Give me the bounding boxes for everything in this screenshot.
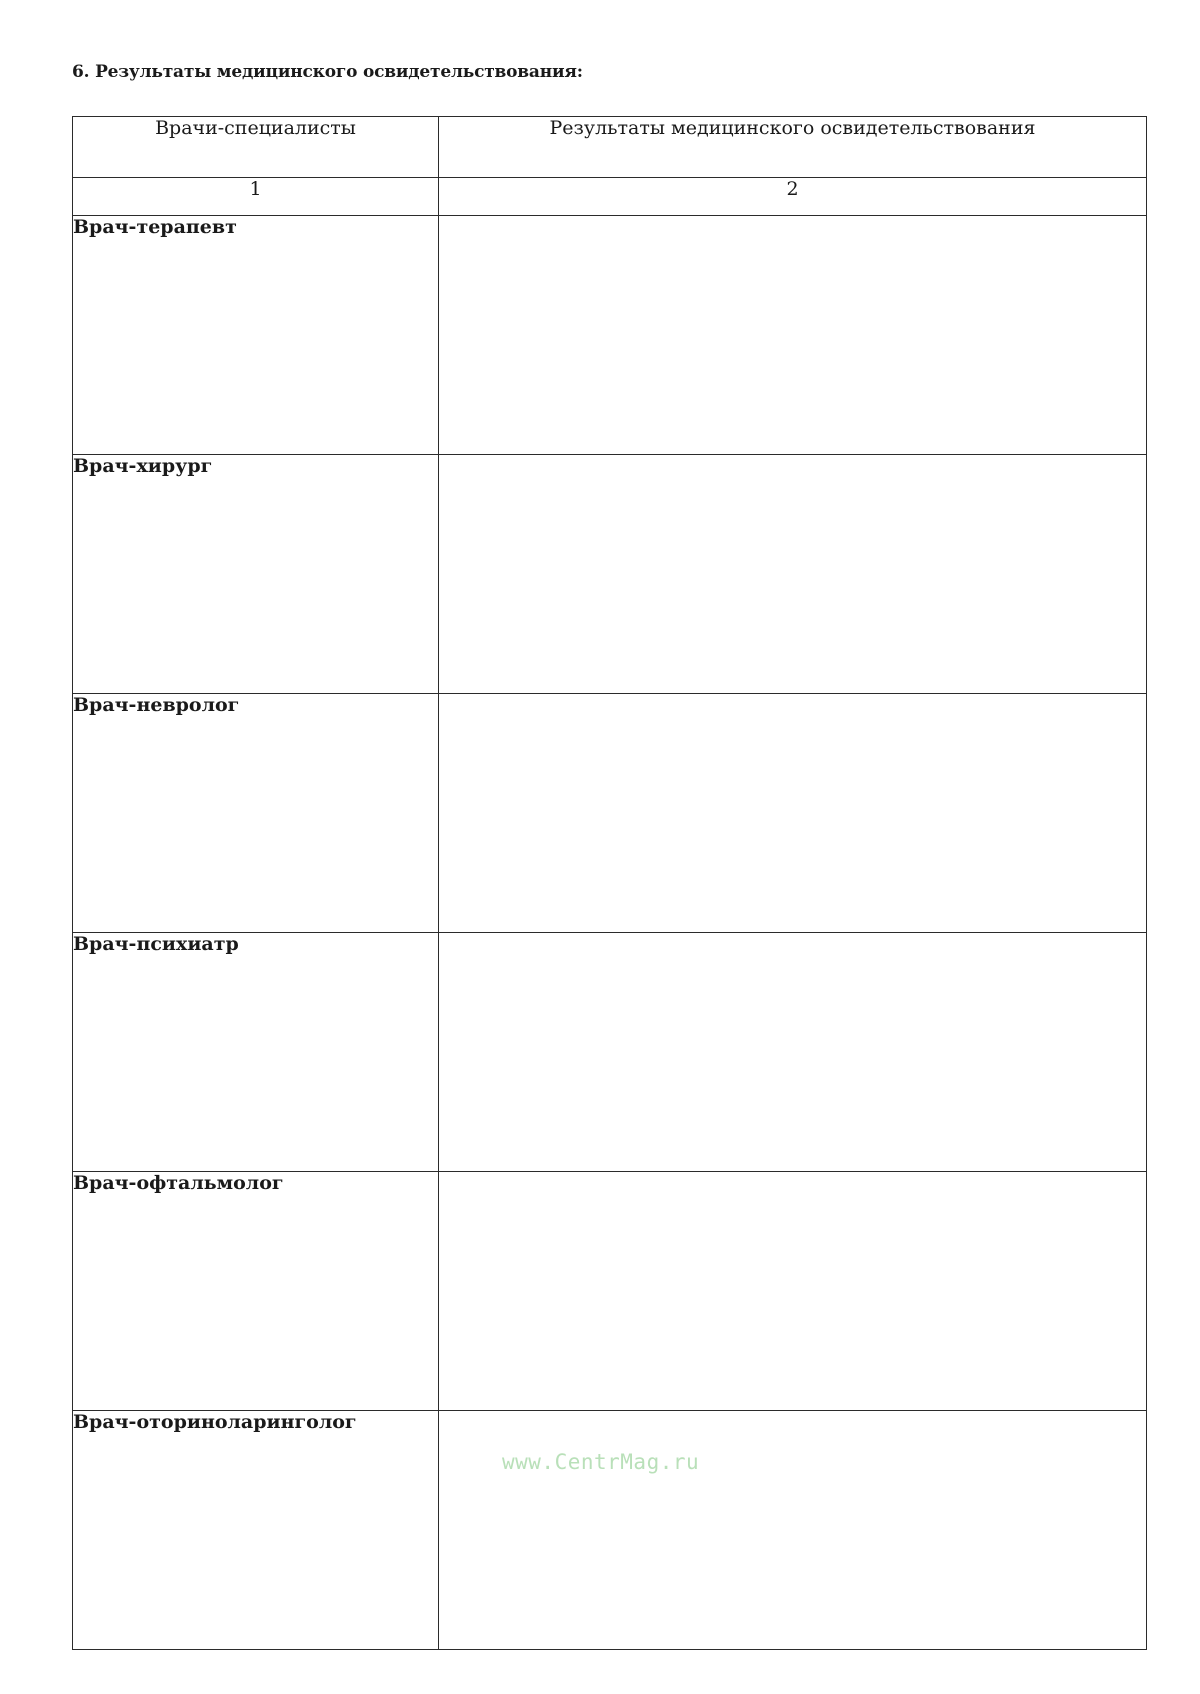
table-row (73, 455, 1147, 694)
header-results: Результаты медицинского освидетельствования (439, 117, 1147, 178)
result-cell[interactable] (439, 1172, 1147, 1411)
table-row (73, 933, 1147, 1172)
specialist-cell: Врач-офтальмолог (73, 1172, 439, 1411)
result-cell[interactable] (439, 933, 1147, 1172)
header-row (73, 117, 1147, 178)
specialist-cell: Врач-оториноларинголог (73, 1411, 439, 1650)
results-table (72, 116, 1147, 1650)
specialist-cell: Врач-терапевт (73, 216, 439, 455)
specialist-cell: Врач-психиатр (73, 933, 439, 1172)
result-cell[interactable] (439, 455, 1147, 694)
column-number-2: 2 (439, 178, 1147, 216)
table-row (73, 1411, 1147, 1650)
column-number-1: 1 (73, 178, 439, 216)
column-number-row (73, 178, 1147, 216)
result-cell[interactable] (439, 216, 1147, 455)
header-specialists: Врачи-специалисты (73, 117, 439, 178)
table-row (73, 216, 1147, 455)
table-row (73, 694, 1147, 933)
specialist-cell: Врач-хирург (73, 455, 439, 694)
specialist-cell: Врач-невролог (73, 694, 439, 933)
watermark: www.CentrMag.ru (502, 1450, 700, 1474)
result-cell[interactable] (439, 1411, 1147, 1650)
result-cell[interactable] (439, 694, 1147, 933)
table-row (73, 1172, 1147, 1411)
section-title: 6. Результаты медицинского освидетельствования: (72, 62, 583, 82)
